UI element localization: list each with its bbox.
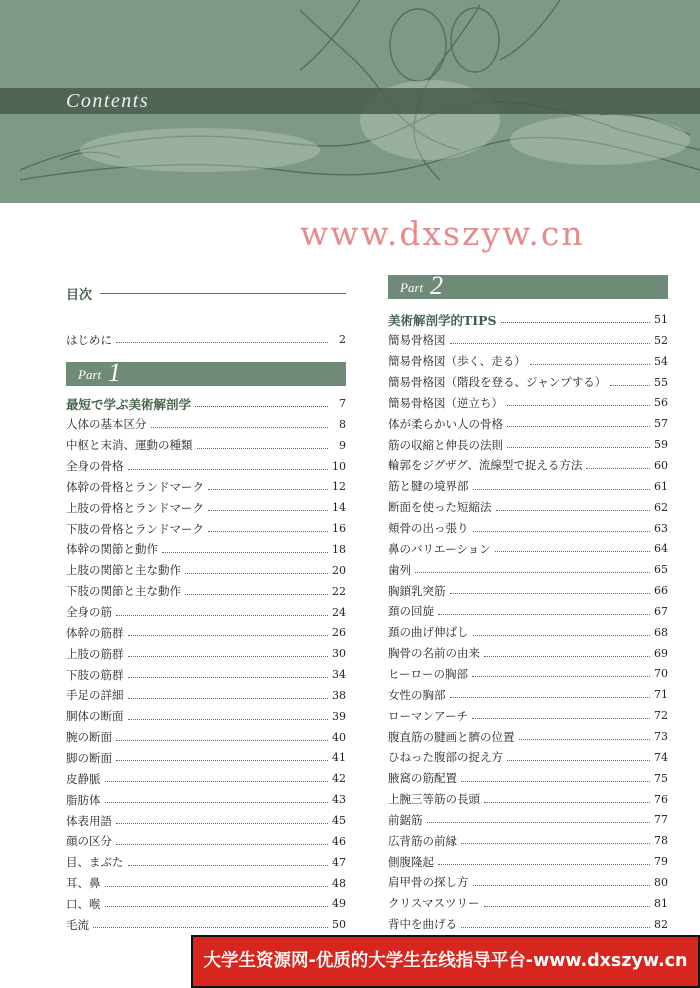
leader-dots [128,635,329,636]
toc-entry-title: 体が柔らかい人の骨格 [388,416,503,431]
leader-dots [450,593,651,594]
leader-dots [116,844,328,845]
toc-entry[interactable] [66,893,346,914]
watermark-url: www.dxszyw.cn [300,214,585,253]
toc-entry-title: 上肢の関節と主な動作 [66,563,181,578]
toc-entry[interactable] [66,456,346,477]
leader-dots [151,427,329,428]
leader-dots [116,342,328,343]
toc-entry-title: 鼻のバリエーション [388,541,491,556]
toc-entry-page: 62 [654,500,668,514]
leader-dots [473,531,651,532]
leader-dots [185,594,328,595]
toc-entry-title: 筋と腱の境界部 [388,479,469,494]
toc-entry-page: 77 [654,813,668,827]
leader-dots [530,364,650,365]
toc-entry-title: 体表用語 [66,813,112,828]
toc-entry-page: 14 [332,501,346,515]
toc-entry-page: 66 [654,584,668,598]
toc-entry-page: 42 [332,772,346,786]
toc-entry-title: 上肢の骨格とランドマーク [66,500,204,515]
toc-entry-title: 腹直筋の腱画と臍の位置 [388,729,515,744]
toc-entry-page: 64 [654,542,668,556]
toc-entry-page: 54 [654,354,668,368]
toc-entry[interactable] [388,747,668,768]
toc-entry[interactable] [388,830,668,851]
toc-entry-title: 肩甲骨の探し方 [388,875,469,890]
toc-entry-title: 手足の詳細 [66,688,124,703]
toc-entry[interactable] [388,476,668,497]
toc-entry[interactable] [388,434,668,455]
toc-entry[interactable] [388,538,668,559]
toc-entry-page: 20 [332,563,346,577]
part2-banner [388,271,668,300]
leader-dots [105,802,329,803]
toc-entry-title: 腕の断面 [66,730,112,745]
leader-dots [195,406,328,407]
toc-entry-title: 皮静脈 [66,771,101,786]
leader-dots [427,822,651,823]
toc-entry-title: 輪郭をジグザグ、流線型で捉える方法 [388,458,583,473]
toc-entry-title: 筋の収縮と伸長の法則 [388,437,503,452]
toc-entry-title: 下肢の骨格とランドマーク [66,521,204,536]
toc-entry[interactable] [66,831,346,852]
mokuji-label: 目次 [66,287,93,303]
toc-entry[interactable] [388,351,668,372]
leader-dots [472,676,650,677]
leader-dots [507,426,650,427]
leader-dots [116,615,328,616]
toc-entry-title: 頬骨の出っ張り [388,521,469,535]
toc-entry-title: 頚の回旋 [388,604,434,619]
header-illustration [0,0,700,203]
leader-dots [484,906,650,907]
toc-entry[interactable] [66,476,346,497]
toc-entry-page: 74 [654,750,668,764]
toc-entry-title: ひねった腹部の捉え方 [388,750,503,765]
toc-entry-title: 下肢の筋群 [66,667,124,682]
leader-dots [105,886,329,887]
leader-dots [507,405,650,406]
leader-dots [519,739,651,740]
toc-entry-page: 52 [654,333,668,347]
toc-entry[interactable] [388,392,668,413]
toc-entry[interactable] [66,560,346,581]
toc-entry[interactable] [66,664,346,685]
leader-dots [461,927,650,928]
toc-entry[interactable] [388,705,668,726]
page-title: Contents [66,90,150,112]
toc-entry-page: 75 [654,771,668,785]
toc-entry[interactable] [388,518,668,539]
toc-entry-title: 上肢の筋群 [66,646,124,661]
toc-entry-page: 56 [654,396,668,410]
toc-entry-title: 断面を使った短縮法 [388,500,492,515]
toc-section-heading[interactable] [388,309,668,330]
toc-entry-title: 下肢の関節と主な動作 [66,584,181,599]
toc-entry[interactable] [388,455,668,476]
toc-entry-page: 22 [332,584,346,598]
toc-entry-page: 43 [332,793,346,807]
leader-dots [610,385,650,386]
toc-entry[interactable] [66,414,346,435]
toc-entry-title: 女性の胸部 [388,687,446,702]
toc-entry[interactable] [66,852,346,873]
leader-dots [105,906,329,907]
toc-entry[interactable] [388,809,668,830]
toc-entry-title: 腋窩の筋配置 [388,771,457,786]
toc-entry-title: 脂肪体 [66,792,101,807]
toc-entry-page: 34 [332,668,346,682]
toc-entry-page: 72 [654,709,668,723]
toc-entry-page: 55 [654,375,668,389]
toc-entry[interactable] [388,684,668,705]
toc-entry-page: 38 [332,688,346,702]
toc-entry-page: 71 [654,688,668,702]
toc-entry-page: 48 [332,876,346,890]
toc-entry[interactable] [388,622,668,643]
toc-entry[interactable] [66,873,346,894]
toc-entry-title: 頚の曲げ伸ばし [388,625,469,640]
toc-section-heading[interactable] [66,393,346,414]
toc-entry[interactable] [66,706,346,727]
leader-dots [461,781,650,782]
toc-entry-page: 26 [332,626,346,640]
toc-entry-title: はじめに [66,332,112,347]
leader-dots [415,572,650,573]
leader-dots [438,864,650,865]
toc-entry-page: 12 [332,480,346,494]
leader-dots [128,719,329,720]
toc-entry-title: 耳、鼻 [66,876,101,891]
toc-entry-page: 68 [654,625,668,639]
toc-entry[interactable] [388,789,668,810]
toc-entry[interactable] [388,559,668,580]
toc-entry-title: 胸鎖乳突筋 [388,583,446,598]
leader-dots [484,656,650,657]
toc-entry-page: 45 [332,814,346,827]
toc-entry-page: 30 [332,647,346,661]
toc-entry[interactable] [66,789,346,810]
toc-entry[interactable] [66,747,346,768]
toc-entry[interactable] [66,727,346,748]
toc-entry-page: 10 [332,459,346,473]
toc-entry-title: 人体の基本区分 [66,417,147,432]
leader-dots [162,552,328,553]
toc-entry-title: 簡易骨格図（歩く、走る） [388,354,526,369]
leader-dots [472,718,650,719]
toc-entry-page: 51 [654,313,668,326]
leader-dots [461,843,650,844]
part-word: Part [400,280,424,295]
toc-entry-page: 50 [332,918,346,932]
toc-entry-title: 簡易骨格図 [388,333,446,348]
toc-entry[interactable] [388,893,668,914]
toc-entry-intro[interactable] [66,329,346,350]
toc-entry[interactable] [66,435,346,456]
toc-entry-title: 歯列 [388,562,411,577]
mokuji-rule [100,293,346,294]
toc-entry[interactable] [66,810,346,831]
toc-entry[interactable] [66,768,346,789]
toc-entry-title: 前鋸筋 [388,812,423,827]
toc-entry-title: 広背筋の前縁 [388,833,457,848]
toc-entry-page: 40 [332,730,346,744]
part-number: 1 [108,358,121,387]
toc-entry-page: 16 [332,522,346,536]
toc-entry[interactable] [388,914,668,935]
leader-dots [128,677,329,678]
part-word: Part [78,367,102,382]
toc-entry-page: 24 [332,605,346,619]
toc-entry-title: 全身の筋 [66,605,112,619]
toc-entry[interactable] [66,643,346,664]
leader-dots [128,469,329,470]
leader-dots [208,531,328,532]
toc-entry-title: 体幹の筋群 [66,625,124,640]
toc-entry[interactable] [66,622,346,643]
toc-entry-page: 70 [654,667,668,681]
toc-entry-page: 63 [654,521,668,535]
toc-entry-title: クリスマスツリー [388,896,480,911]
toc-entry[interactable] [388,372,668,393]
toc-entry-title: 胸骨の名前の由来 [388,646,480,661]
toc-entry[interactable] [388,768,668,789]
toc-entry[interactable] [66,914,346,935]
toc-entry[interactable] [388,663,668,684]
leader-dots [197,448,329,449]
toc-entry[interactable] [66,602,346,623]
leader-dots [208,489,328,490]
toc-entry[interactable] [66,497,346,518]
leader-dots [496,510,651,511]
leader-dots [128,656,329,657]
leader-dots [495,551,650,552]
leader-dots [185,573,328,574]
toc-entry-title: 目、まぶた [66,855,124,870]
part-number: 2 [430,271,443,300]
toc-entry-page: 78 [654,834,668,848]
toc-entry[interactable] [388,497,668,518]
leader-dots [473,885,651,886]
toc-entry-page: 67 [654,604,668,618]
toc-entry[interactable] [388,643,668,664]
toc-entry-page: 81 [654,896,668,910]
leader-dots [450,697,651,698]
leader-dots [473,489,651,490]
toc-entry[interactable] [66,539,346,560]
leader-dots [484,802,650,803]
leader-dots [473,635,651,636]
toc-entry-title: 顔の区分 [66,834,112,849]
toc-entry-page: 7 [339,397,346,410]
toc-entry-page: 60 [654,458,668,472]
toc-entry-page: 39 [332,709,346,723]
toc-entry[interactable] [388,872,668,893]
toc-entry-title: 美術解剖学的TIPS [388,312,497,328]
toc-entry-page: 46 [332,834,346,848]
toc-entry-page: 9 [339,438,346,452]
part1-banner [66,358,346,387]
mokuji-heading [66,283,346,303]
toc-entry-page: 79 [654,855,668,869]
leader-dots [586,468,650,469]
toc-entry[interactable] [388,580,668,601]
leader-dots [105,781,329,782]
toc-entry-title: 簡易骨格図（逆立ち） [388,395,503,410]
toc-entry-title: 簡易骨格図（階段を登る、ジャンプする） [388,375,607,390]
toc-entry-title: 全身の骨格 [66,459,124,474]
toc-entry[interactable] [388,726,668,747]
leader-dots [507,760,650,761]
toc-entry-page: 69 [654,646,668,660]
toc-entry-page: 61 [654,479,668,493]
leader-dots [116,740,328,741]
leader-dots [93,927,328,928]
leader-dots [208,510,328,511]
toc-entry-title: 脚の断面 [66,750,112,765]
toc-entry-title: 体幹の関節と動作 [66,542,158,557]
toc-entry-page: 47 [332,855,346,869]
toc-entry[interactable] [66,518,346,539]
toc-entry-title: 上腕三等筋の長頭 [388,792,480,807]
toc-entry-page: 2 [339,333,346,346]
leader-dots [450,343,651,344]
toc-entry-title: 中枢と末消、運動の種類 [66,438,193,453]
toc-entry-title: ローマンアーチ [388,708,469,723]
toc-entry-page: 65 [654,563,668,577]
toc-entry-page: 41 [332,751,346,765]
leader-dots [128,698,329,699]
toc-entry-title: ヒーローの胸部 [388,666,469,681]
toc-entry-title: 背中を曲げる [388,917,457,932]
toc-entry[interactable] [388,413,668,434]
toc-entry-title: 毛流 [66,917,89,932]
toc-entry-title: 胴体の断面 [66,709,124,724]
toc-entry[interactable] [388,330,668,351]
leader-dots [501,322,650,323]
toc-entry[interactable] [66,685,346,706]
toc-entry-page: 76 [654,792,668,806]
toc-entry-title: 口、喉 [66,896,101,911]
leader-dots [507,447,650,448]
toc-entry-page: 73 [654,730,668,743]
toc-entry-page: 49 [332,897,346,911]
toc-entry-page: 8 [339,417,346,431]
promo-banner[interactable]: 大学生资源网-优质的大学生在线指导平台-www.dxszyw.cn [191,935,700,988]
toc-entry-page: 82 [654,917,668,931]
toc-entry-page: 59 [654,438,668,452]
toc-entry[interactable] [66,581,346,602]
leader-dots [128,865,329,866]
toc-entry-page: 57 [654,417,668,431]
toc-entry-title: 体幹の骨格とランドマーク [66,479,204,494]
toc-entry-page: 18 [332,542,346,556]
toc-entry-title: 最短で学ぶ美術解剖学 [66,396,192,412]
toc-entry-page: 80 [654,875,668,889]
leader-dots [116,823,328,824]
toc-entry-title: 側腹隆起 [388,854,434,869]
toc-entry[interactable] [388,851,668,872]
leader-dots [116,760,328,761]
toc-entry[interactable] [388,601,668,622]
leader-dots [438,614,650,615]
